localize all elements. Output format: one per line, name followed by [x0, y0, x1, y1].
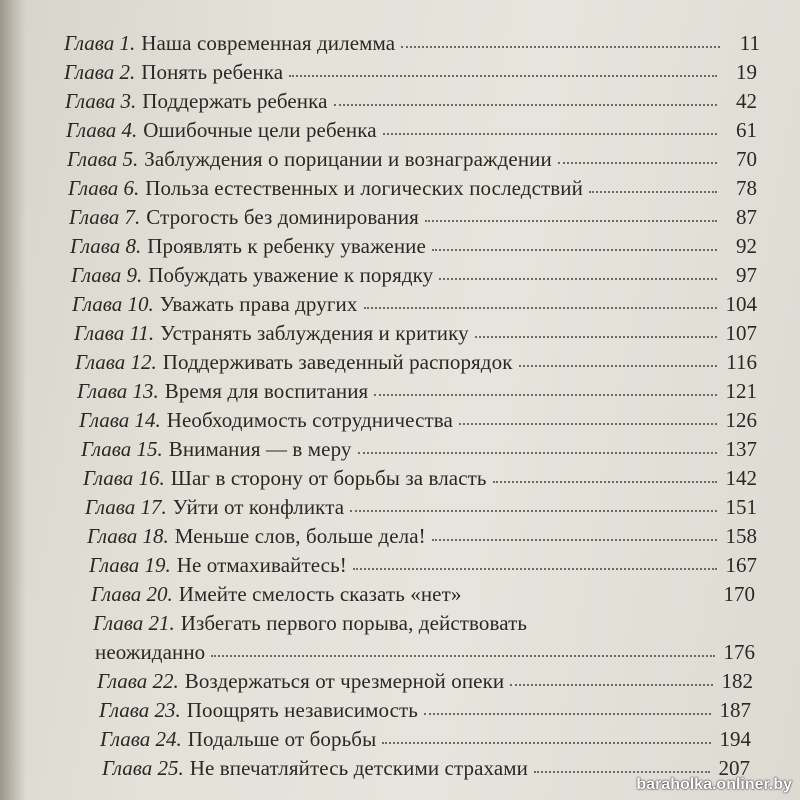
dot-leader — [534, 757, 710, 773]
page-number: 42 — [736, 89, 757, 113]
toc-entry-13 — [77, 378, 757, 404]
chapter-label: Глава 9. — [71, 263, 143, 287]
dot-leader — [589, 177, 717, 193]
chapter-label: Глава 3. — [65, 89, 137, 113]
toc-entry-11 — [74, 320, 757, 346]
toc-entry-10 — [72, 291, 757, 317]
dot-leader — [459, 409, 717, 425]
chapter-title-continuation: неожиданно — [95, 640, 206, 664]
page-number: 70 — [736, 147, 757, 171]
dot-leader — [350, 496, 717, 512]
dot-leader — [432, 525, 717, 541]
dot-leader — [558, 148, 717, 164]
chapter-label: Глава 13. — [77, 379, 159, 403]
chapter-title: Ошибочные цели ребенка — [143, 118, 377, 142]
toc-entry-14 — [79, 407, 757, 433]
chapter-title: Не отмахивайтесь! — [176, 553, 347, 577]
toc-entry-5 — [67, 146, 757, 172]
toc-entry-2 — [64, 59, 757, 85]
page-number: 182 — [721, 669, 753, 693]
page-number: 194 — [719, 727, 751, 751]
page-number: 87 — [736, 205, 757, 229]
page-number: 187 — [719, 698, 751, 722]
page-number: 116 — [726, 350, 757, 374]
page-number: 126 — [725, 408, 757, 432]
chapter-title: Имейте смелость сказать «нет» — [178, 582, 462, 606]
chapter-title: Внимания — в меру — [168, 437, 352, 461]
chapter-label: Глава 8. — [70, 234, 142, 258]
chapter-label: Глава 2. — [64, 60, 136, 84]
chapter-label: Глава 6. — [68, 176, 140, 200]
toc-entry-9 — [71, 262, 757, 288]
chapter-label: Глава 12. — [75, 350, 157, 374]
dot-leader — [401, 32, 720, 48]
chapter-title: Уйти от конфликта — [172, 495, 345, 519]
dot-leader — [211, 641, 715, 657]
page-number: 176 — [723, 640, 755, 664]
chapter-title: Уважать права других — [159, 292, 358, 316]
chapter-title: Побуждать уважение к порядку — [148, 263, 434, 287]
chapter-label: Глава 18. — [87, 524, 169, 548]
dot-leader — [358, 438, 717, 454]
chapter-title: Меньше слов, больше дела! — [174, 524, 426, 548]
dot-leader — [493, 467, 717, 483]
toc-entry-7 — [69, 204, 757, 230]
dot-leader — [467, 583, 715, 599]
chapter-label: Глава 11. — [74, 321, 155, 345]
toc-entry-19 — [89, 552, 757, 578]
toc-entry-18 — [87, 523, 757, 549]
chapter-label: Глава 7. — [69, 205, 141, 229]
chapter-title: Поддержать ребенка — [142, 89, 328, 113]
chapter-label: Глава 4. — [66, 118, 138, 142]
chapter-title: Не впечатляйтесь детскими страхами — [189, 756, 528, 780]
chapter-title: Польза естественных и логических последствий — [145, 176, 583, 200]
chapter-title: Поддерживать заведенный распорядок — [162, 350, 513, 374]
toc-entry-22 — [97, 668, 753, 694]
page-number: 151 — [725, 495, 757, 519]
toc-entry-8 — [70, 233, 757, 259]
chapter-label: Глава 24. — [100, 727, 182, 751]
chapter-label: Глава 23. — [99, 698, 181, 722]
chapter-title: Устранять заблуждения и критику — [160, 321, 469, 345]
chapter-title: Поощрять независимость — [186, 698, 418, 722]
page-number: 137 — [725, 437, 757, 461]
dot-leader — [334, 90, 717, 106]
dot-leader — [475, 322, 717, 338]
page-number: 92 — [736, 234, 757, 258]
dot-leader — [424, 699, 711, 715]
dot-leader — [289, 61, 717, 77]
toc-entry-1 — [64, 30, 760, 56]
chapter-label: Глава 15. — [81, 437, 163, 461]
toc-entry-21-continuation — [95, 639, 755, 665]
page-number: 167 — [725, 553, 757, 577]
chapter-label: Глава 14. — [79, 408, 161, 432]
toc-entry-24 — [100, 726, 751, 752]
chapter-label: Глава 25. — [102, 756, 184, 780]
dot-leader — [374, 380, 717, 396]
chapter-title: Шаг в сторону от борьбы за власть — [170, 466, 487, 490]
chapter-label: Глава 16. — [83, 466, 165, 490]
dot-leader — [519, 351, 718, 367]
page-number: 11 — [739, 31, 760, 55]
dot-leader — [382, 728, 711, 744]
chapter-label: Глава 10. — [72, 292, 154, 316]
toc-entry-16 — [83, 465, 757, 491]
page-number: 207 — [718, 756, 750, 780]
toc-entry-17 — [85, 494, 757, 520]
page-number: 78 — [736, 176, 757, 200]
chapter-title: Воздержаться от чрезмерной опеки — [184, 669, 505, 693]
chapter-title: Проявлять к ребенку уважение — [147, 234, 426, 258]
page-number: 97 — [736, 263, 757, 287]
chapter-label: Глава 5. — [67, 147, 139, 171]
chapter-title: Подальше от борьбы — [187, 727, 377, 751]
toc-entry-21 — [93, 610, 755, 636]
chapter-label: Глава 17. — [85, 495, 167, 519]
toc-entry-3 — [65, 88, 757, 114]
toc-entry-20 — [91, 581, 755, 607]
watermark: baraholka.onliner.by — [636, 776, 792, 793]
page-number: 107 — [725, 321, 757, 345]
toc-entry-4 — [66, 117, 757, 143]
dot-leader — [353, 554, 717, 570]
chapter-title: Необходимость сотрудничества — [166, 408, 453, 432]
chapter-title: Время для воспитания — [164, 379, 369, 403]
chapter-label: Глава 1. — [64, 31, 136, 55]
page-number: 158 — [725, 524, 757, 548]
page-number: 170 — [723, 582, 755, 606]
chapter-title: Заблуждения о порицании и вознаграждении — [144, 147, 552, 171]
dot-leader — [510, 670, 713, 686]
chapter-label: Глава 22. — [97, 669, 179, 693]
chapter-title: Строгость без доминирования — [146, 205, 419, 229]
page-number: 19 — [736, 60, 757, 84]
page-number: 104 — [725, 292, 757, 316]
toc-entry-15 — [81, 436, 757, 462]
toc-entry-6 — [68, 175, 757, 201]
chapter-label: Глава 20. — [91, 582, 173, 606]
toc-entry-12 — [75, 349, 757, 375]
chapter-label: Глава 21. — [93, 611, 175, 635]
dot-leader — [425, 206, 717, 222]
chapter-title: Наша современная дилемма — [141, 31, 396, 55]
chapter-label: Глава 19. — [89, 553, 171, 577]
chapter-title: Избегать первого порыва, действовать — [180, 611, 528, 635]
dot-leader — [432, 235, 717, 251]
dot-leader — [439, 264, 717, 280]
chapter-title: Понять ребенка — [141, 60, 284, 84]
page-number: 142 — [725, 466, 757, 490]
toc-entry-23 — [99, 697, 751, 723]
page-number: 61 — [736, 118, 757, 142]
page-number: 121 — [725, 379, 757, 403]
dot-leader — [364, 293, 718, 309]
dot-leader — [383, 119, 717, 135]
